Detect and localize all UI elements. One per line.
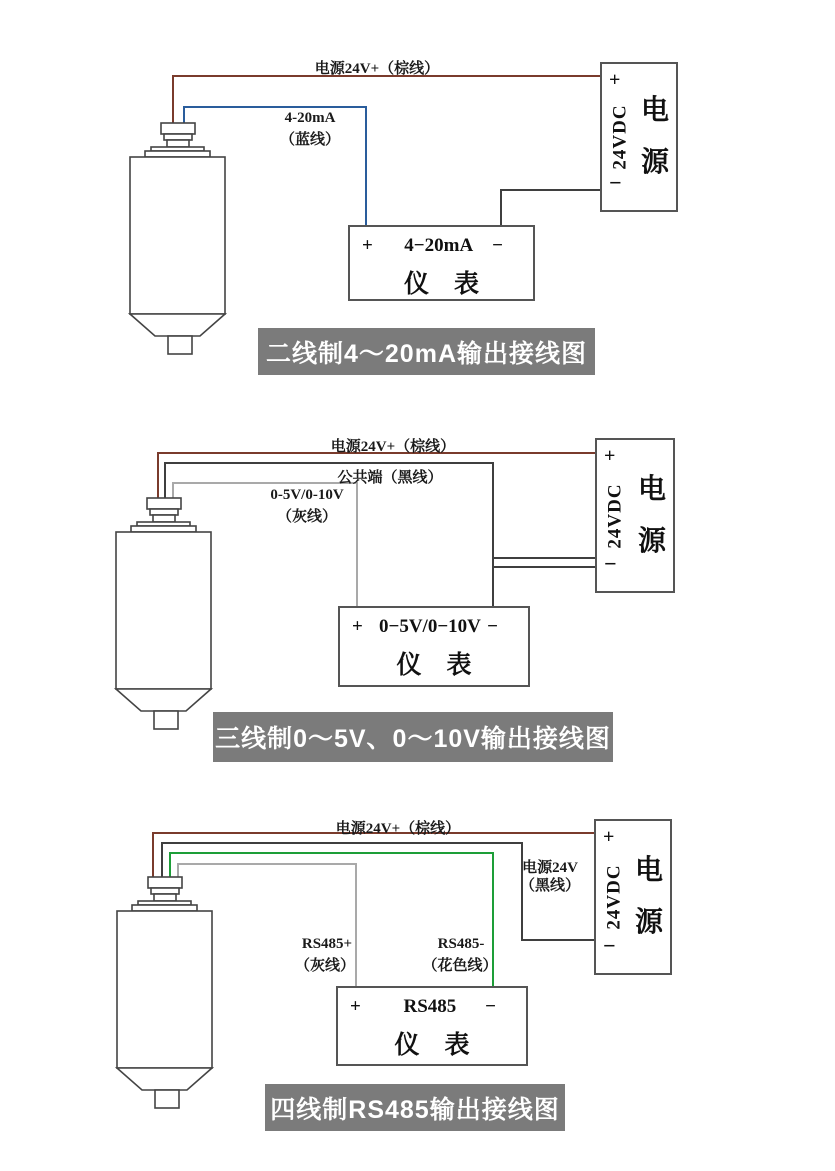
diagram-caption: 二线制4～20mA输出接线图 [258, 328, 595, 375]
power-plus-terminal: + [609, 69, 621, 91]
power-name-label: 电源 [634, 855, 663, 938]
wire-rs485a-gray-drop-instrument [355, 863, 357, 987]
power-minus-terminal: − [609, 170, 622, 195]
instrument-plus-terminal: + [362, 235, 373, 256]
instrument-name-label: 仪 表 [403, 271, 479, 298]
wire-label-common-line1: 电源24V [522, 860, 578, 876]
instrument-minus-terminal: − [487, 616, 498, 637]
instrument-signal-label: 4−20mA [404, 235, 474, 256]
wire-label-rs485b-line2: （花色线） [422, 958, 498, 974]
wire-label-power: 电源24V+（棕线） [335, 821, 461, 837]
instrument-minus-terminal: − [485, 996, 496, 1017]
power-plus-terminal: + [604, 445, 616, 467]
wire-label-common: 公共端（黑线） [337, 470, 443, 486]
power-minus-terminal: − [603, 933, 616, 958]
diagram-caption: 四线制RS485输出接线图 [265, 1084, 565, 1131]
wire-label-power: 电源24V+（棕线） [330, 439, 456, 455]
instrument-plus-terminal: + [352, 616, 363, 637]
sensor-illustration [102, 874, 227, 1109]
wire-label-signal-line2: （灰线） [276, 509, 338, 525]
instrument-plus-terminal: + [350, 996, 361, 1017]
instrument-name-label: 仪 表 [394, 1032, 470, 1059]
wire-label-rs485b-line1: RS485- [437, 936, 485, 952]
wire-label-signal-line2: （蓝线） [279, 132, 341, 148]
power-plus-terminal: + [603, 826, 615, 848]
wire-label-signal-line1: 4-20mA [284, 110, 336, 126]
instrument-minus-terminal: − [492, 235, 503, 256]
wire-common-black-to-minus [521, 939, 596, 941]
power-name-label: 电源 [640, 95, 669, 178]
wire-label-signal-line1: 0-5V/0-10V [270, 487, 344, 503]
instrument-box [336, 986, 528, 1066]
wire-common-black-horizontal [161, 842, 523, 844]
wire-rs485a-gray-horizontal [177, 863, 357, 865]
wire-label-common-line2: （黑线） [519, 878, 581, 894]
power-rating-label: 24VDC [605, 482, 627, 549]
wire-label-power: 电源24V+（棕线） [314, 61, 440, 77]
instrument-signal-label: RS485 [403, 996, 457, 1017]
diagram-caption: 三线制0～5V、0～10V输出接线图 [213, 712, 613, 762]
power-name-label: 电源 [637, 473, 666, 557]
power-rating-label: 24VDC [604, 864, 626, 930]
instrument-name-label: 仪 表 [396, 652, 472, 679]
wire-label-rs485a-line1: RS485+ [301, 936, 353, 952]
instrument-signal-label: 0−5V/0−10V [378, 616, 481, 637]
power-supply-box [594, 819, 672, 975]
wire-rs485b-green-horizontal [169, 852, 494, 854]
power-rating-label: 24VDC [610, 104, 632, 170]
wire-label-rs485a-line2: （灰线） [294, 958, 356, 974]
power-minus-terminal: − [604, 551, 617, 576]
wire-power-brown-vertical [152, 832, 154, 879]
